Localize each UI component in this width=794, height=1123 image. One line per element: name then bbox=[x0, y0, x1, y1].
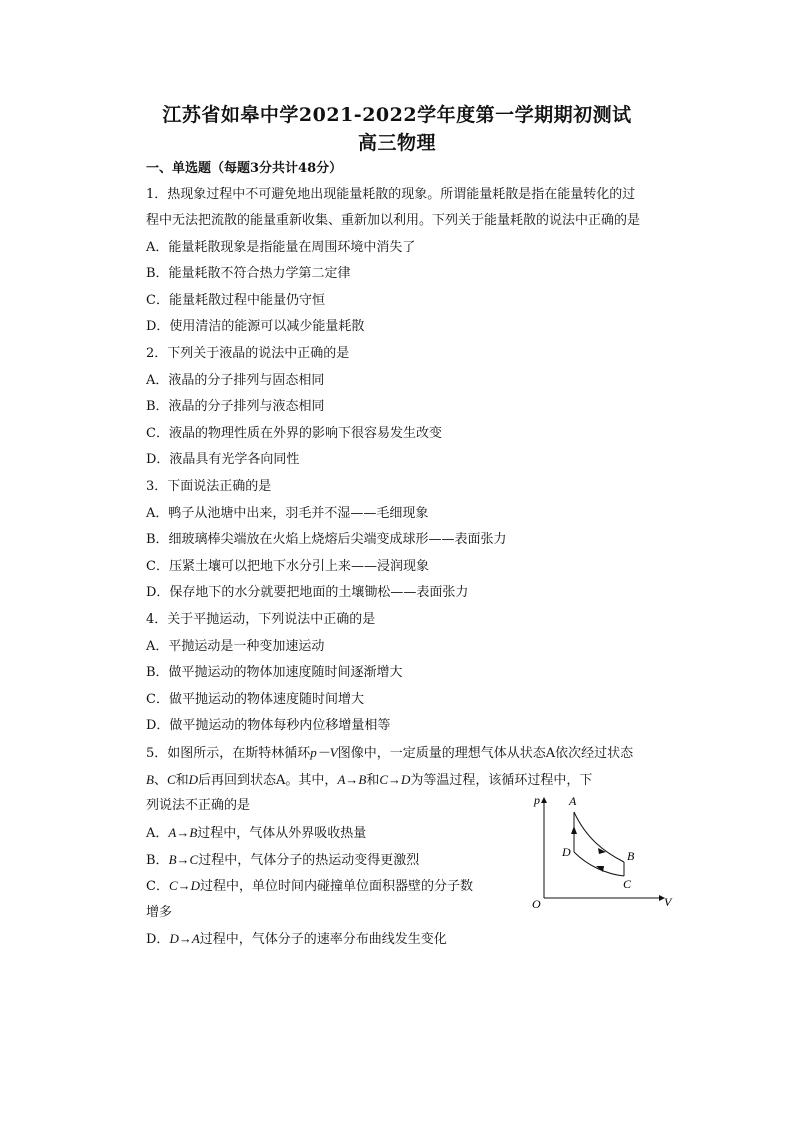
q3-option-a: A．鸭子从池塘中出来，羽毛并不湿——毛细现象 bbox=[146, 506, 429, 521]
q5-option-c bbox=[146, 877, 473, 896]
q5-option-text: 过程中，气体分子的热运动变得更激烈 bbox=[198, 853, 420, 868]
q5-option-c-line2: 增多 bbox=[146, 905, 173, 920]
q2-option-b: B．液晶的分子排列与液态相同 bbox=[146, 399, 325, 414]
direction-arrows bbox=[571, 826, 606, 872]
q1-option-d: D．使用清洁的能源可以减少能量耗散 bbox=[146, 319, 365, 334]
q1-option-c: C．能量耗散过程中能量仍守恒 bbox=[146, 293, 325, 308]
q4-stem: 4．关于平抛运动，下列说法中正确的是 bbox=[146, 612, 376, 627]
q5-option-letter: B． bbox=[146, 853, 169, 868]
q5-text: 和 bbox=[366, 773, 380, 788]
isotherm-cd bbox=[574, 852, 624, 876]
q5-option-a bbox=[146, 824, 366, 843]
v-axis-label: V bbox=[664, 895, 672, 909]
q2-option-c: C．液晶的物理性质在外界的影响下很容易发生改变 bbox=[146, 426, 442, 441]
q5-text: 、 bbox=[153, 773, 167, 788]
q3-stem: 3．下面说法正确的是 bbox=[146, 479, 272, 494]
q2-option-a: A．液晶的分子排列与固态相同 bbox=[146, 373, 325, 388]
q3-option-d: D．保存地下的水分就要把地面的土壤锄松——表面张力 bbox=[146, 585, 469, 600]
q5-text: 和 bbox=[175, 773, 189, 788]
q5-math-cd: C→D bbox=[379, 772, 411, 787]
exam-title: 江苏省如皋中学2021-2022学年度第一学期期初测试 bbox=[162, 104, 632, 126]
q2-stem: 2．下列关于液晶的说法中正确的是 bbox=[146, 346, 350, 361]
q5-option-text: 过程中，单位时间内碰撞单位面积器壁的分子数 bbox=[200, 879, 474, 894]
q5-option-b bbox=[146, 851, 419, 870]
q5-stem-line2 bbox=[146, 771, 592, 790]
arrow-ab bbox=[598, 848, 606, 854]
q5-option-letter: C． bbox=[146, 879, 169, 894]
q5-text: 5．如图所示，在斯特林循环 bbox=[146, 746, 311, 761]
q5-math-da: D→A bbox=[169, 931, 200, 946]
q5-text: 后再回到状态A。其中， bbox=[198, 773, 338, 788]
q5-math-pv: p－V bbox=[310, 745, 338, 760]
q3-option-b: B．细玻璃棒尖端放在火焰上烧熔后尖端变成球形——表面张力 bbox=[146, 532, 507, 547]
q4-option-a: A．平抛运动是一种变加速运动 bbox=[146, 639, 325, 654]
point-d-label: D bbox=[562, 845, 571, 859]
q2-option-d: D．液晶具有光学各向同性 bbox=[146, 452, 300, 467]
q5-option-text: 过程中，气体从外界吸收热量 bbox=[197, 826, 367, 841]
q5-math-c: C bbox=[166, 772, 176, 787]
exam-subtitle: 高三物理 bbox=[357, 132, 436, 154]
q5-option-text: 过程中，气体分子的速率分布曲线发生变化 bbox=[199, 932, 447, 947]
q5-math-bc: B→C bbox=[168, 852, 199, 867]
q5-math-b: B bbox=[146, 772, 154, 787]
q5-math-ab: A→B bbox=[337, 772, 367, 787]
q1-option-b: B．能量耗散不符合热力学第二定律 bbox=[146, 266, 351, 281]
q1-stem-line1: 1．热现象过程中不可避免地出现能量耗散的现象。所谓能量耗散是指在能量转化的过 bbox=[146, 187, 636, 202]
point-c-label: C bbox=[623, 877, 632, 891]
q4-option-c: C．做平抛运动的物体速度随时间增大 bbox=[146, 692, 364, 707]
q1-stem-line2: 程中无法把流散的能量重新收集、重新加以利用。下列关于能量耗散的说法中正确的是 bbox=[146, 213, 641, 228]
section-heading: 一、单选题（每题3分共计48分） bbox=[146, 161, 343, 176]
q5-stem-line3: 列说法不正确的是 bbox=[146, 798, 251, 813]
pv-cycle-diagram bbox=[526, 790, 674, 910]
q4-option-b: B．做平抛运动的物体加速度随时间逐渐增大 bbox=[146, 665, 403, 680]
arrow-da bbox=[571, 826, 577, 834]
q5-math-ab: A→B bbox=[168, 825, 198, 840]
q1-option-a: A．能量耗散现象是指能量在周围环境中消失了 bbox=[146, 240, 416, 255]
isotherm-ab bbox=[574, 812, 624, 862]
point-a-label: A bbox=[569, 794, 577, 808]
q5-option-d bbox=[146, 930, 447, 949]
q5-option-letter: D． bbox=[146, 932, 170, 947]
q5-math-cd: C→D bbox=[168, 878, 201, 893]
q4-option-d: D．做平抛运动的物体每秒内位移增量相等 bbox=[146, 718, 391, 733]
point-b-label: B bbox=[627, 849, 635, 863]
origin-label: O bbox=[532, 897, 541, 910]
p-axis-label: p bbox=[534, 793, 540, 807]
q5-math-d: D bbox=[188, 772, 199, 787]
q5-option-letter: A． bbox=[146, 826, 169, 841]
q5-stem-line1 bbox=[146, 744, 633, 763]
q3-option-c: C．压紧土壤可以把地下水分引上来——浸润现象 bbox=[146, 559, 429, 574]
q5-text: 图像中，一定质量的理想气体从状态A依次经过状态 bbox=[337, 746, 634, 761]
q5-text: 为等温过程，该循环过程中，下 bbox=[410, 773, 593, 788]
